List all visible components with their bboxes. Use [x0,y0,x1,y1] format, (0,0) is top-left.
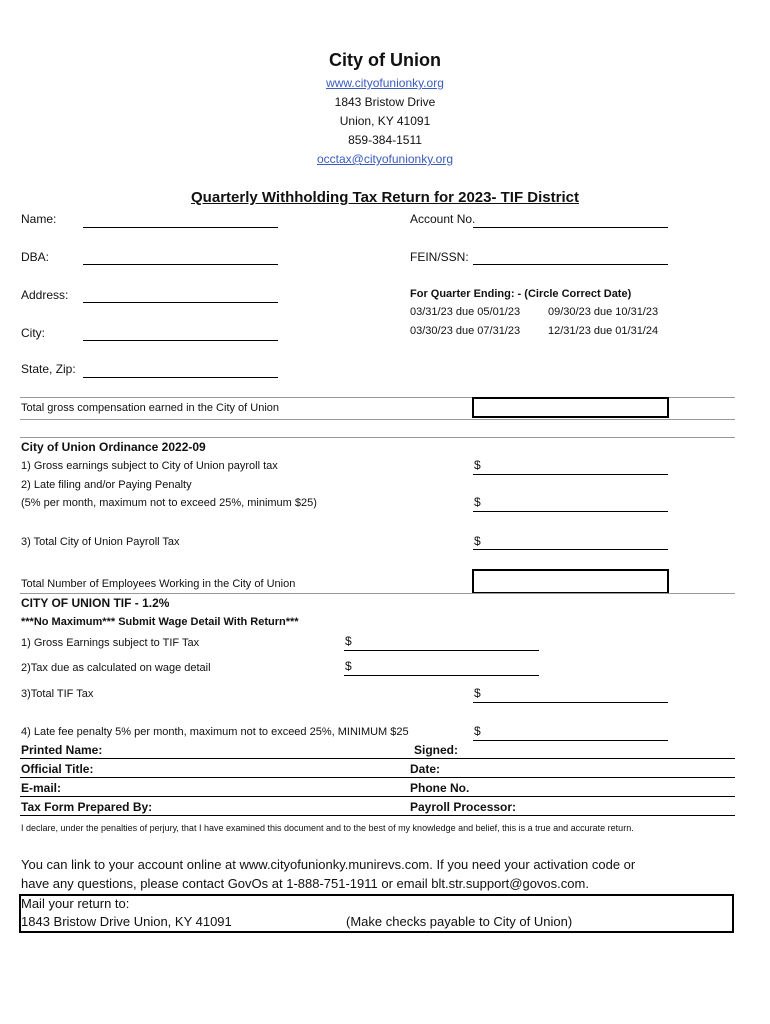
name-label: Name: [21,212,57,226]
quarter-option-q3[interactable]: 09/30/23 due 10/31/23 [548,306,659,318]
fein-ssn-field[interactable] [473,264,668,265]
tif-heading: CITY OF UNION TIF - 1.2% [21,596,170,610]
online-info-line1: You can link to your account online at www.cityofunionky.munirevs.com. If you need your activation code or [21,857,636,872]
phone-label: Phone No. [410,781,470,795]
account-no-label: Account No. [410,212,476,226]
divider [20,815,735,816]
dollar-sign: $ [474,534,481,548]
state-zip-field[interactable] [83,377,278,378]
phone-number: 859-384-1511 [348,133,422,147]
ordinance-line3: 3) Total City of Union Payroll Tax [21,536,180,548]
quarter-heading: For Quarter Ending: - (Circle Correct Date) [410,288,632,300]
dba-label: DBA: [21,250,50,264]
email-link[interactable]: occtax@cityofunionky.org [316,152,454,166]
tif-line2: 2)Tax due as calculated on wage detail [21,662,211,674]
quarter-option-q4[interactable]: 12/31/23 due 01/31/24 [548,325,659,337]
divider [20,437,735,438]
address-field[interactable] [83,302,278,303]
tif-line1: 1) Gross Earnings subject to TIF Tax [21,637,200,649]
ordinance-penalty-field[interactable] [473,511,668,512]
account-no-field[interactable] [473,227,668,228]
dollar-sign: $ [474,724,481,738]
dollar-sign: $ [345,634,352,648]
prepared-by-label: Tax Form Prepared By: [21,800,153,814]
state-zip-label: State, Zip: [21,362,76,376]
city-field[interactable] [83,340,278,341]
dollar-sign: $ [474,458,481,472]
dollar-sign: $ [474,686,481,700]
gross-comp-label: Total gross compensation earned in the City of Union [21,402,280,414]
payroll-processor-label: Payroll Processor: [410,800,517,814]
tif-penalty-field[interactable] [473,740,668,741]
tif-note: ***No Maximum*** Submit Wage Detail With Return*** [21,616,299,628]
declaration-text: I declare, under the penalties of perjury, that I have examined this document and to the best of my knowledge and belief, this is a true and accurate return. [21,823,634,833]
divider [20,758,735,759]
employees-label: Total Number of Employees Working in the City of Union [21,578,296,590]
dba-field[interactable] [83,264,278,265]
ordinance-line1: 1) Gross earnings subject to City of Union payroll tax [21,460,278,472]
dollar-sign: $ [474,495,481,509]
fein-ssn-label: FEIN/SSN: [410,250,469,264]
city-label: City: [21,326,45,340]
official-title-label: Official Title: [21,762,94,776]
tif-total-field[interactable] [473,702,668,703]
divider [20,593,735,594]
mail-address: 1843 Bristow Drive Union, KY 41091 [21,914,232,929]
quarter-option-q1[interactable]: 03/31/23 due 05/01/23 [410,306,521,318]
address-label: Address: [21,288,69,302]
ordinance-line2b: (5% per month, maximum not to exceed 25%, minimum $25) [21,497,317,509]
ordinance-total-field[interactable] [473,549,668,550]
form-title: Quarterly Withholding Tax Return for 2023- TIF District [191,189,579,206]
payable-note: (Make checks payable to City of Union) [346,914,573,929]
gross-comp-box[interactable] [472,397,669,418]
website-link[interactable]: www.cityofunionky.org [326,76,444,90]
tif-gross-field[interactable] [344,650,539,651]
street-address: 1843 Bristow Drive [334,95,436,109]
date-label: Date: [410,762,441,776]
dollar-sign: $ [345,659,352,673]
employees-box[interactable] [472,569,669,594]
city-title: City of Union [329,50,441,70]
name-field[interactable] [83,227,278,228]
quarter-option-q2[interactable]: 03/30/23 due 07/31/23 [410,325,521,337]
divider [20,796,735,797]
divider [20,777,735,778]
email-label: E-mail: [21,781,62,795]
tif-due-field[interactable] [344,675,539,676]
tif-line4: 4) Late fee penalty 5% per month, maximum not to exceed 25%, MINIMUM $25 [21,726,409,738]
ordinance-heading: City of Union Ordinance 2022-09 [21,440,206,454]
signed-label: Signed: [414,743,458,757]
ordinance-gross-field[interactable] [473,474,668,475]
ordinance-line2a: 2) Late filing and/or Paying Penalty [21,479,192,491]
mail-label: Mail your return to: [21,896,130,911]
divider [20,419,735,420]
tif-line3: 3)Total TIF Tax [21,688,94,700]
city-state-zip: Union, KY 41091 [339,114,431,128]
online-info-line2: have any questions, please contact GovOs at 1-888-751-1911 or email blt.str.support@govos.com. [21,876,589,891]
printed-name-label: Printed Name: [21,743,103,757]
